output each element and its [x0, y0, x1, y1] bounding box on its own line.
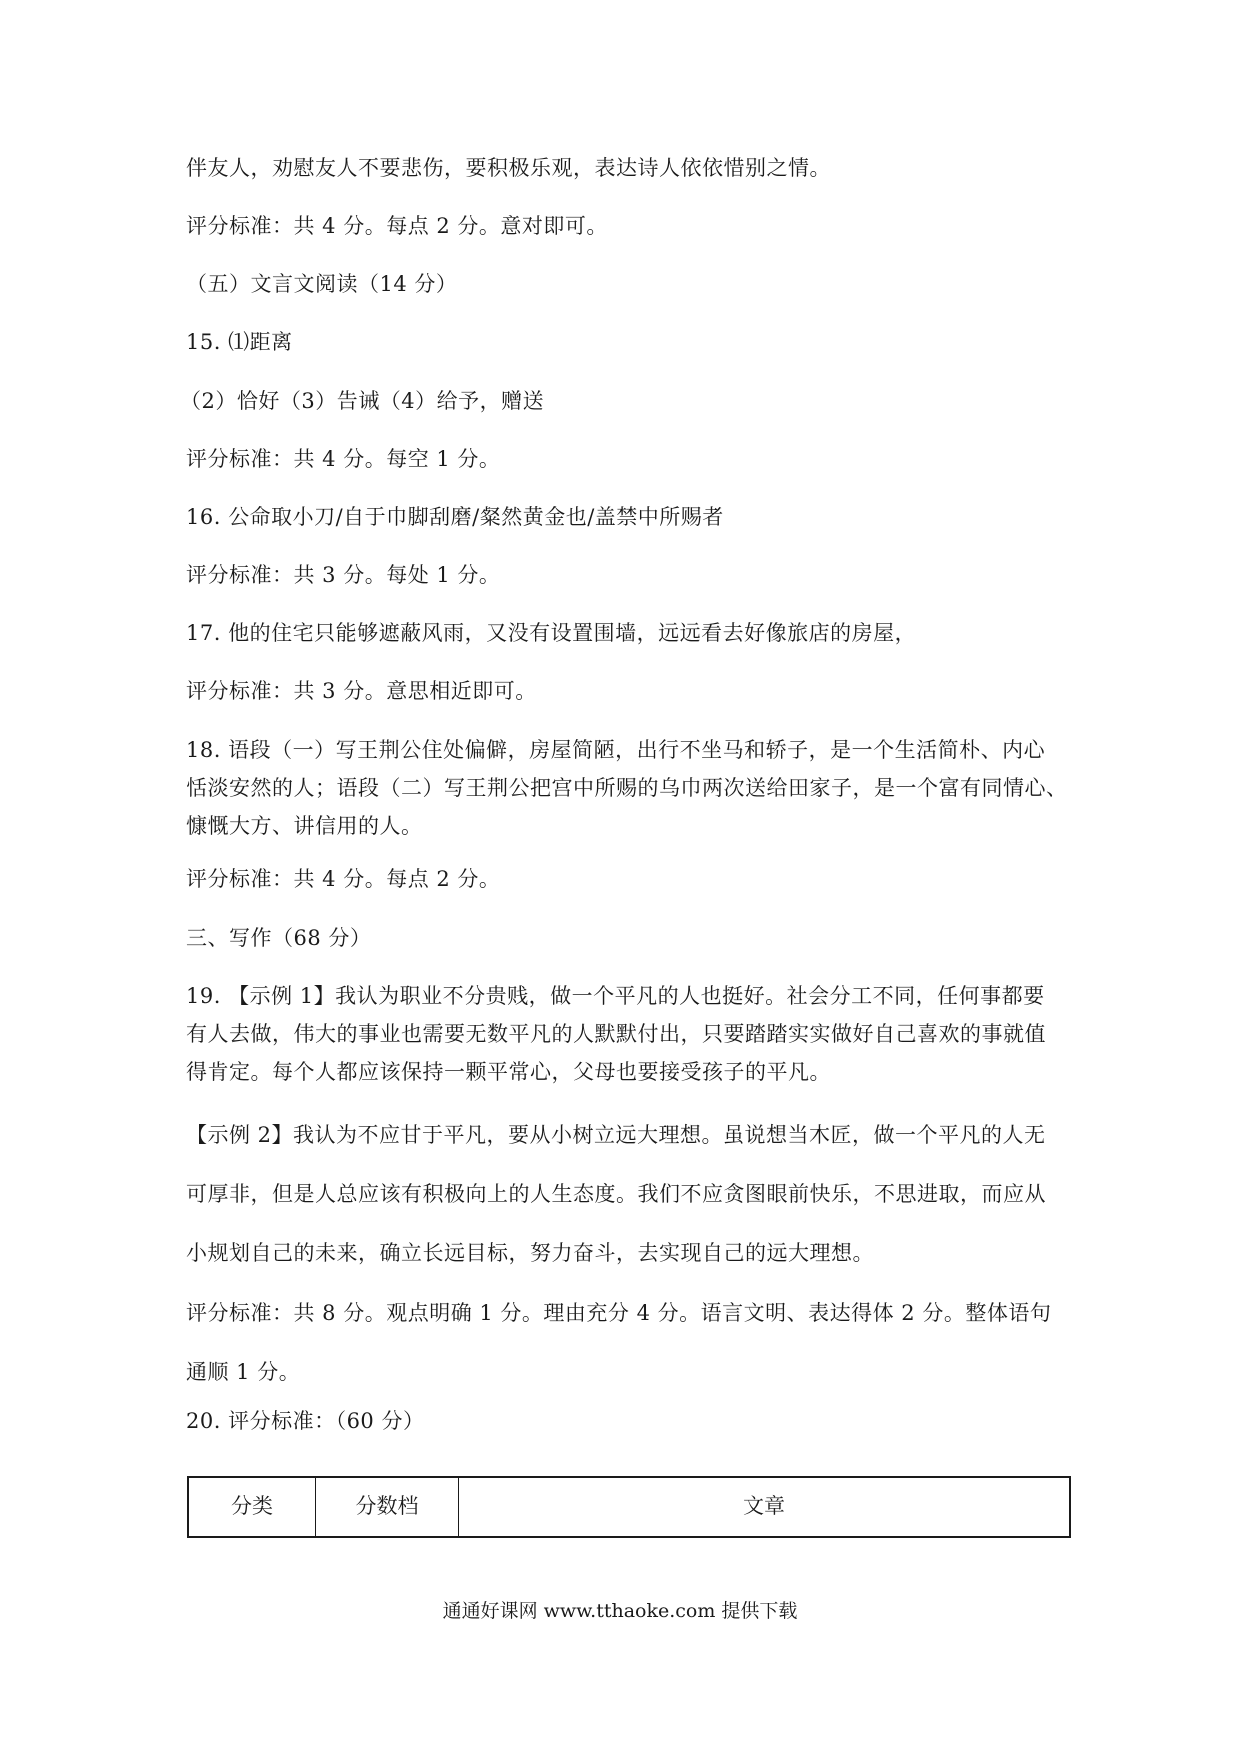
scoring-18: 评分标准：共 4 分。每点 2 分。	[186, 867, 501, 891]
answer-19-example-1	[186, 977, 1066, 1091]
page-footer: 通通好课网 www.tthaoke.com 提供下载	[442, 1600, 798, 1622]
answer-15-part2: （2）恰好（3）告诫（4）给予，赠送	[180, 389, 545, 413]
answer-17: 17. 他的住宅只能够遮蔽风雨，又没有设置围墙，远远看去好像旅店的房屋，	[186, 621, 917, 645]
answer-18-line: 慷慨大方、讲信用的人。	[186, 814, 423, 838]
answer-18-line: 18. 语段（一）写王荆公住处偏僻，房屋简陋，出行不坐马和轿子，是一个生活简朴、内心	[186, 738, 1046, 762]
answer-16: 16. 公命取小刀/自于巾脚刮磨/粲然黄金也/盖禁中所赐者	[186, 505, 724, 529]
scoring-15: 评分标准：共 4 分。每空 1 分。	[186, 447, 501, 471]
column-header-category: 分类	[188, 1477, 316, 1537]
answer-19-line: 可厚非，但是人总应该有积极向上的人生态度。我们不应贪图眼前快乐，不思进取，而应从	[186, 1182, 1046, 1206]
scoring-table	[187, 1476, 1071, 1538]
answer-19-line: 有人去做，伟大的事业也需要无数平凡的人默默付出，只要踏踏实实做好自己喜欢的事就值	[186, 1022, 1046, 1046]
answer-18	[186, 731, 1066, 845]
scoring-17: 评分标准：共 3 分。意思相近即可。	[186, 679, 537, 703]
section-writing-heading: 三、写作（68 分）	[186, 926, 372, 950]
scoring-14: 评分标准：共 4 分。每点 2 分。意对即可。	[186, 214, 608, 238]
scoring-19	[186, 1284, 1066, 1402]
column-header-score-band: 分数档	[316, 1477, 459, 1537]
scoring-20-heading: 20. 评分标准：（60 分）	[186, 1409, 425, 1433]
answer-15-part1: 15. ⑴距离	[186, 330, 293, 354]
scoring-16: 评分标准：共 3 分。每处 1 分。	[186, 563, 501, 587]
answer-14-continued: 伴友人，劝慰友人不要悲伤，要积极乐观，表达诗人依依惜别之情。	[186, 156, 831, 180]
answer-18-line: 恬淡安然的人；语段（二）写王荆公把宫中所赐的乌巾两次送给田家子，是一个富有同情心、	[186, 776, 1068, 800]
answer-19-line: 得肯定。每个人都应该保持一颗平常心，父母也要接受孩子的平凡。	[186, 1060, 831, 1084]
answer-19-line: 小规划自己的未来，确立长远目标，努力奋斗，去实现自己的远大理想。	[186, 1241, 874, 1265]
answer-19-line: 【示例 2】我认为不应甘于平凡，要从小树立远大理想。虽说想当木匠，做一个平凡的人无	[186, 1123, 1046, 1147]
table-header-row	[188, 1477, 1070, 1537]
scoring-19-line: 通顺 1 分。	[186, 1360, 301, 1384]
section-classical-reading-heading: （五）文言文阅读（14 分）	[186, 272, 458, 296]
column-header-article: 文章	[459, 1477, 1071, 1537]
scoring-19-line: 评分标准：共 8 分。观点明确 1 分。理由充分 4 分。语言文明、表达得体 2 分。整体语句	[186, 1301, 1052, 1325]
answer-19-example-2	[186, 1106, 1066, 1283]
answer-19-line: 19. 【示例 1】我认为职业不分贵贱，做一个平凡的人也挺好。社会分工不同，任何事都要	[186, 984, 1045, 1008]
